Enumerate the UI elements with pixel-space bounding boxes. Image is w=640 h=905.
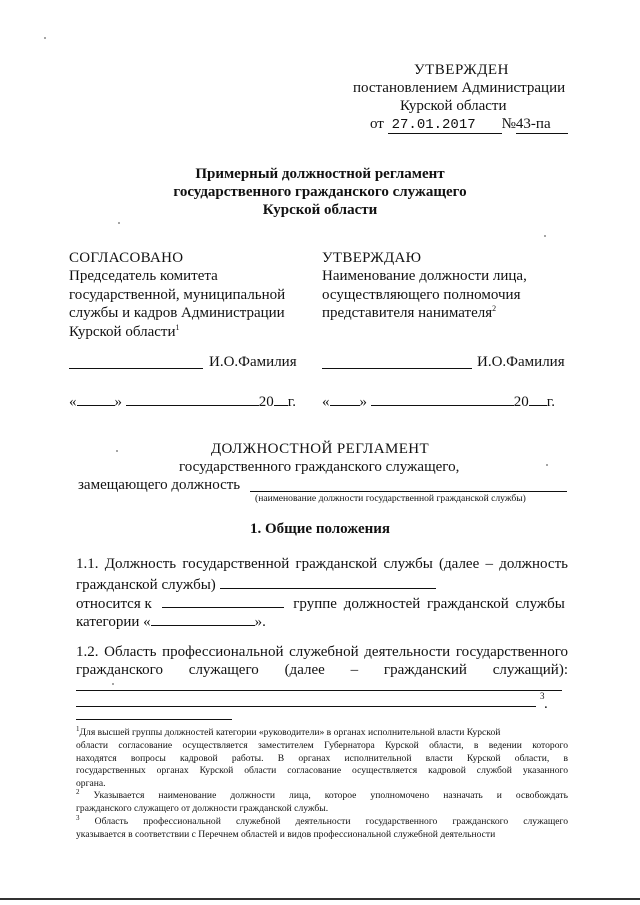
position-blank — [220, 574, 436, 589]
para-1-2-line2: гражданского служащего (далее – гражданский служащий): — [76, 662, 568, 678]
para-1-1-line4-row — [76, 611, 266, 631]
footnote-1-line5: органа. — [76, 778, 106, 789]
approve-name: И.О.Фамилия — [477, 354, 565, 370]
heading-line1: Примерный должностной регламент — [195, 166, 445, 182]
agreed-year-blank — [274, 391, 288, 406]
footnote-2-sup: 2 — [76, 787, 80, 796]
agreed-date-open: « — [69, 394, 77, 410]
footnote-1-line3: находятся вопросы кадровой работы. В органах исполнительной власти Курской области, в — [76, 753, 568, 764]
approval-line2: Курской области — [400, 98, 507, 114]
agreed-date-row — [69, 391, 296, 411]
agreed-signature-line — [69, 368, 203, 369]
approve-year: 20 — [513, 394, 529, 410]
agreed-line4-row — [69, 324, 179, 341]
footnote-2-text1: Указывается наименование должности лица, которое уполномочено назначать и освобождать — [93, 790, 568, 801]
scan-speck — [112, 683, 114, 685]
approve-signature-line — [322, 368, 472, 369]
footnote-1-line1 — [76, 724, 501, 739]
regulation-line2: замещающего должность — [78, 477, 241, 493]
approve-year-suffix: г. — [546, 394, 555, 410]
approve-line3: представителя нанимателя — [322, 305, 493, 321]
agreed-month-blank — [126, 391, 259, 406]
agreed-date-close: » — [114, 394, 122, 410]
approve-date-close: » — [359, 394, 367, 410]
agreed-year: 20 — [258, 394, 274, 410]
para-1-1-line3-row — [76, 593, 568, 613]
scan-speck — [546, 464, 548, 466]
agreed-line1: Председатель комитета — [69, 268, 218, 284]
approval-date-prefix: от — [370, 116, 384, 132]
para-1-1-line2-row — [76, 574, 436, 594]
footnote-separator — [76, 719, 232, 720]
footnote-2-line2: гражданского служащего от должности гражданской службы. — [76, 803, 329, 814]
para-1-1-line4b: ». — [254, 614, 266, 630]
approval-date: 27.01.2017 — [388, 117, 502, 134]
footnote-1-sup: 1 — [76, 724, 80, 733]
position-name-hint: (наименование должности государственной гражданской службы) — [255, 493, 526, 504]
approval-date-row — [370, 116, 568, 134]
scan-bottom-border — [0, 898, 640, 900]
approval-number-prefix: № — [501, 116, 516, 132]
agreed-line2: государственной, муниципальной — [69, 287, 286, 303]
group-blank — [162, 593, 284, 608]
approve-month-blank — [371, 391, 514, 406]
scan-speck — [118, 222, 120, 224]
approval-line1: постановлением Администрации — [353, 80, 566, 96]
footnote-3-line1 — [76, 813, 568, 828]
scan-speck — [44, 37, 46, 39]
approve-line2: осуществляющего полномочия — [322, 287, 521, 303]
footnote-ref-2: 2 — [492, 304, 497, 313]
scan-speck — [544, 235, 546, 237]
para-1-1-line3b: группе должностей гражданской службы — [293, 596, 565, 612]
footnote-3-line2: указывается в соответствии с Перечнем областей и видов профессиональной служебной деятельности — [76, 829, 496, 840]
para-1-1-line2: гражданской службы) — [76, 577, 216, 593]
footnote-1-line4: государственных органах Курской области согласование осуществляется кадровой службой указанного — [76, 765, 568, 776]
footnote-2-line1 — [76, 787, 568, 802]
footnote-3-text1: Область профессиональной служебной деятельности государственного гражданского служащего — [94, 816, 568, 827]
agreed-name: И.О.Фамилия — [209, 354, 297, 370]
approval-number: 43-па — [516, 116, 568, 134]
activity-area-line1 — [76, 690, 562, 691]
heading-line2: государственного гражданского служащего — [173, 184, 467, 200]
approve-year-blank — [529, 391, 547, 406]
para-1-1-line1: 1.1. Должность государственной гражданской службы (далее – должность — [76, 556, 568, 572]
footnote-ref-1: 1 — [175, 323, 180, 332]
regulation-title: ДОЛЖНОСТНОЙ РЕГЛАМЕНТ — [210, 441, 430, 457]
approve-line1: Наименование должности лица, — [322, 268, 527, 284]
agreed-line4: Курской области — [69, 324, 176, 340]
section-title: 1. Общие положения — [249, 521, 391, 537]
approve-line3-row — [322, 305, 496, 322]
para-1-2-line1: 1.2. Область профессиональной служебной деятельности государственного — [76, 644, 568, 660]
agreed-line3: службы и кадров Администрации — [69, 305, 285, 321]
para-1-1-line3a: относится к — [76, 596, 152, 612]
approve-date-row — [322, 391, 555, 411]
regulation-line1: государственного гражданского служащего, — [179, 459, 460, 475]
position-name-line — [250, 491, 567, 492]
footnote-1-line2: области согласование осуществляется заместителем Губернатора Курской области, в ведении которого — [76, 740, 568, 751]
approve-title: УТВЕРЖДАЮ — [322, 250, 422, 266]
footnote-3-sup: 3 — [76, 813, 80, 822]
agreed-year-suffix: г. — [287, 394, 296, 410]
footnote-ref-3: 3 — [540, 691, 545, 701]
para-1-1-line4a: категории « — [76, 614, 151, 630]
para-1-2-end: . — [544, 696, 548, 712]
approve-day-blank — [330, 391, 360, 406]
category-blank — [151, 611, 255, 626]
activity-area-line2 — [76, 706, 536, 707]
heading-line3: Курской области — [262, 202, 378, 218]
footnote-1-text1: Для высшей группы должностей категории «руководители» в органах исполнительной власти Курской — [79, 727, 501, 738]
approval-title: УТВЕРЖДЕН — [414, 62, 509, 78]
approve-date-open: « — [322, 394, 330, 410]
agreed-title: СОГЛАСОВАНО — [69, 250, 184, 266]
agreed-day-blank — [77, 391, 115, 406]
